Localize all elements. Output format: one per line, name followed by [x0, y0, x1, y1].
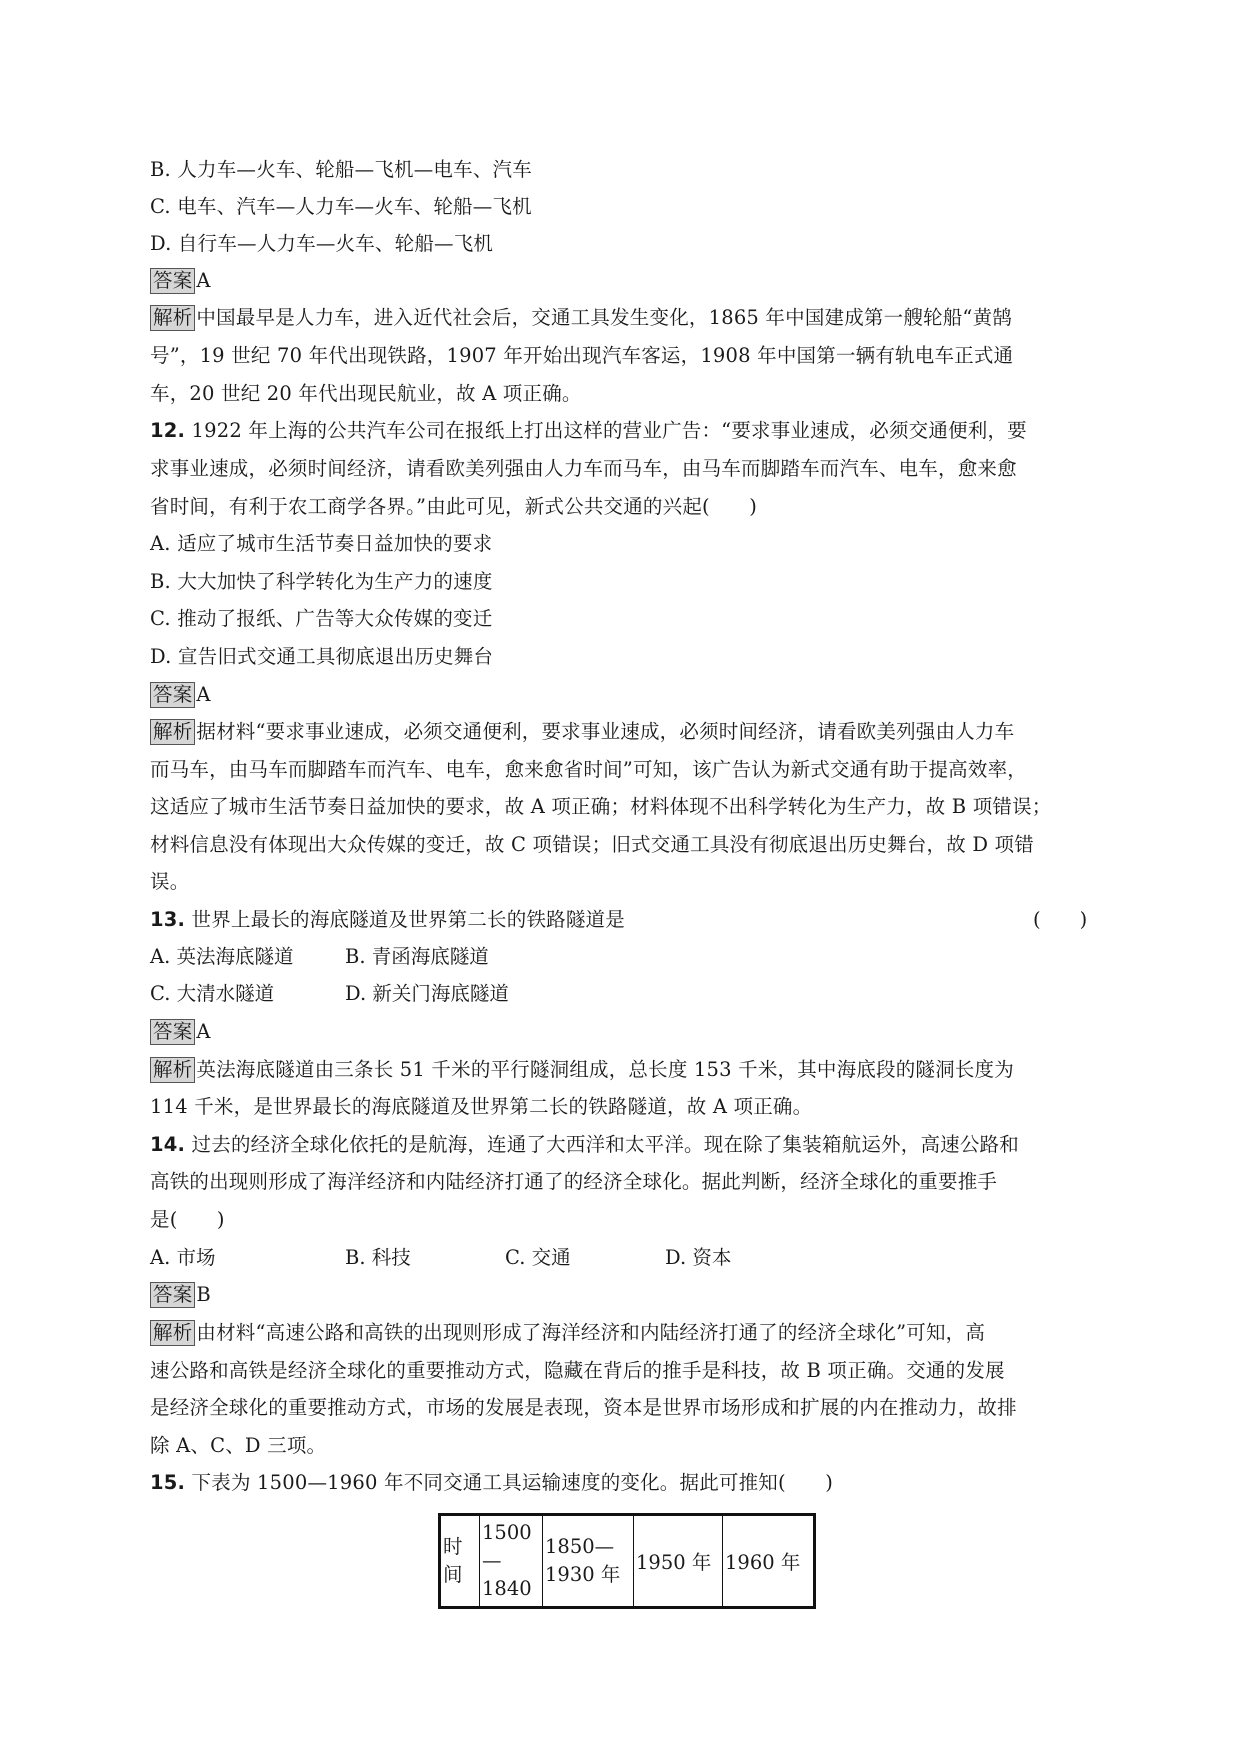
q13-analysis-line-1: 解析 英法海底隧道由三条长 51 千米的平行隧洞组成，总长度 153 千米，其中海底段的隧洞长度为	[150, 1057, 1014, 1083]
q14-number: 14.	[150, 1133, 186, 1156]
q14-answer-line	[150, 1282, 211, 1308]
q14-analysis-line-1: 解析 由材料“高速公路和高铁的出现则形成了海洋经济和内陆经济打通了的经济全球化”可知，高	[150, 1320, 985, 1346]
q12-analysis-line-3: 这适应了城市生活节奏日益加快的要求，故 A 项正确；材料体现不出科学转化为生产力，故 B 项错误；	[150, 795, 1052, 818]
q13-stem: 13. 世界上最长的海底隧道及世界第二长的铁路隧道是	[150, 908, 625, 931]
table-cell: 1850— 1930 年	[543, 1515, 634, 1608]
q13-option-c: C. 大清水隧道	[150, 982, 275, 1005]
q14-stem-line-2: 高铁的出现则形成了海洋经济和内陆经济打通了的经济全球化。据此判断，经济全球化的重要推手	[150, 1170, 998, 1193]
q14-option-b: B. 科技	[345, 1246, 411, 1269]
q12-answer: A	[196, 683, 211, 706]
q14-option-d: D. 资本	[665, 1246, 732, 1269]
q11-analysis-line-1: 解析 中国最早是人力车，进入近代社会后，交通工具发生变化，1865 年中国建成第一艘轮船“黄鹄	[150, 305, 1012, 331]
q13-answer-line	[150, 1019, 211, 1045]
q11-answer-line	[150, 268, 211, 294]
q12-analysis-line-4: 材料信息没有体现出大众传媒的变迁，故 C 项错误；旧式交通工具没有彻底退出历史舞台，故 D 项错	[150, 833, 1034, 856]
q12-stem-line-2: 求事业速成，必须时间经济，请看欧美列强由人力车而马车，由马车而脚踏车而汽车、电车，愈来愈	[150, 457, 1017, 480]
q15-stem: 15. 下表为 1500—1960 年不同交通工具运输速度的变化。据此可推知( )	[150, 1471, 834, 1494]
q13-option-a: A. 英法海底隧道	[150, 945, 294, 968]
answer-tag: 答案	[150, 682, 195, 708]
table-cell: 1500 — 1840	[480, 1515, 543, 1608]
q13-option-b: B. 青函海底隧道	[345, 945, 489, 968]
q12-answer-line	[150, 682, 211, 708]
q12-option-b: B. 大大加快了科学转化为生产力的速度	[150, 570, 493, 593]
q12-number: 12.	[150, 419, 186, 442]
q14-stem-line-3: 是( )	[150, 1208, 225, 1231]
q14-option-a: A. 市场	[150, 1246, 216, 1269]
q11-analysis-line-2: 号”，19 世纪 70 年代出现铁路，1907 年开始出现汽车客运，1908 年中国第一辆有轨电车正式通	[150, 344, 1014, 367]
q11-answer: A	[196, 269, 211, 292]
analysis-tag: 解析	[150, 1057, 195, 1083]
analysis-tag: 解析	[150, 719, 195, 745]
q13-paren: ( )	[1033, 908, 1088, 931]
q11-analysis-line-3: 车，20 世纪 20 年代出现民航业，故 A 项正确。	[150, 382, 582, 405]
table-cell: 1960 年	[723, 1515, 815, 1608]
answer-tag: 答案	[150, 268, 195, 294]
q11-option-c: C. 电车、汽车—人力车—火车、轮船—飞机	[150, 195, 532, 218]
q11-option-b: B. 人力车—火车、轮船—飞机—电车、汽车	[150, 158, 532, 181]
answer-tag: 答案	[150, 1282, 195, 1308]
q14-analysis-line-2: 速公路和高铁是经济全球化的重要推动方式，隐藏在背后的推手是科技，故 B 项正确。交通的发展	[150, 1359, 1005, 1382]
analysis-tag: 解析	[150, 305, 195, 331]
table-cell: 1950 年	[634, 1515, 723, 1608]
q12-analysis-line-5: 误。	[150, 870, 190, 893]
analysis-tag: 解析	[150, 1320, 195, 1346]
q12-analysis-line-1: 解析 据材料“要求事业速成，必须交通便利，要求事业速成，必须时间经济，请看欧美列强由人力车	[150, 719, 1014, 745]
table-row	[440, 1515, 815, 1608]
q12-analysis-line-2: 而马车，由马车而脚踏车而汽车、电车，愈来愈省时间”可知，该广告认为新式交通有助于提高效率，	[150, 758, 1027, 781]
q14-option-c: C. 交通	[505, 1246, 571, 1269]
q13-answer: A	[196, 1020, 211, 1043]
q12-stem-line-1: 12. 1922 年上海的公共汽车公司在报纸上打出这样的营业广告：“要求事业速成，必须交通便利，要	[150, 419, 1027, 442]
q14-analysis-line-3: 是经济全球化的重要推动方式，市场的发展是表现，资本是世界市场形成和扩展的内在推动力，故排	[150, 1396, 1017, 1419]
q11-option-d: D. 自行车—人力车—火车、轮船—飞机	[150, 232, 494, 255]
q13-option-d: D. 新关门海底隧道	[345, 982, 509, 1005]
q12-option-a: A. 适应了城市生活节奏日益加快的要求	[150, 532, 493, 555]
q12-option-d: D. 宣告旧式交通工具彻底退出历史舞台	[150, 645, 494, 668]
q14-analysis-line-4: 除 A、C、D 三项。	[150, 1434, 327, 1457]
table-header-cell: 时 间	[440, 1515, 480, 1608]
answer-tag: 答案	[150, 1019, 195, 1045]
q14-answer: B	[196, 1283, 211, 1306]
q14-stem-line-1: 14. 过去的经济全球化依托的是航海，连通了大西洋和太平洋。现在除了集装箱航运外，高速公路和	[150, 1133, 1019, 1156]
q15-number: 15.	[150, 1471, 186, 1494]
q13-number: 13.	[150, 908, 186, 931]
speed-table	[438, 1513, 816, 1609]
q13-analysis-line-2: 114 千米，是世界最长的海底隧道及世界第二长的铁路隧道，故 A 项正确。	[150, 1095, 813, 1118]
q12-option-c: C. 推动了报纸、广告等大众传媒的变迁	[150, 607, 493, 630]
q12-stem-line-3: 省时间，有利于农工商学各界。”由此可见，新式公共交通的兴起( )	[150, 495, 758, 518]
